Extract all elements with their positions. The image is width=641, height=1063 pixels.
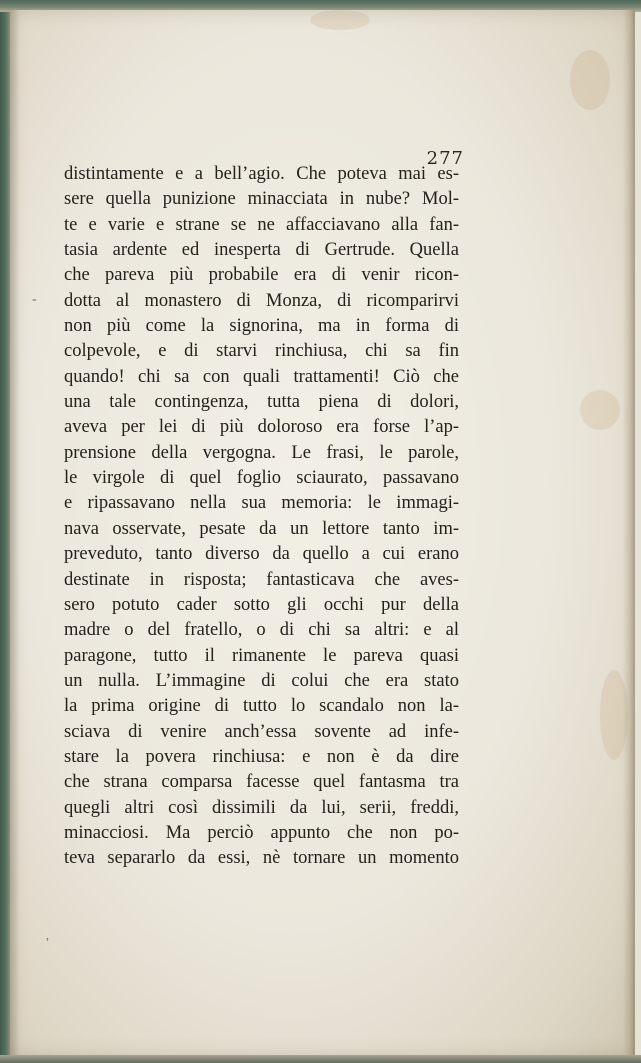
text-line: teva separarlo da essi, nè tornare un momento [64,848,459,869]
text-line: sere quella punizione minacciata in nube? Mol- [64,189,459,210]
page-fore-edge [623,10,635,1057]
text-line: sero potuto cader sotto gli occhi pur della [64,594,459,615]
text-line: e ripassavano nella sua memoria: le immagi- [64,493,459,514]
text-line: paragone, tutto il rimanente le pareva quasi [64,645,459,666]
text-line: distintamente e a bell’agio. Che poteva mai es- [64,164,459,184]
foxing-stain [570,50,610,110]
text-line: tasia ardente ed inesperta di Gertrude. Quella [64,240,459,261]
text-line: madre o del fratello, o di chi sa altri: e al [64,620,459,641]
ink-speck: , [46,928,49,942]
foxing-stain [580,390,620,430]
text-line: te e varie e strane se ne affacciavano alla fan- [64,214,459,235]
text-line: stare la povera rinchiusa: e non è da dire [64,746,459,767]
text-line: una tale contingenza, tutta piena di dolori, [64,392,459,413]
text-line: dotta al monastero di Monza, di ricomparirvi [64,290,459,311]
body-text [64,162,459,872]
text-line: preveduto, tanto diverso da quello a cui erano [64,544,459,565]
text-line: destinate in risposta; fantasticava che aves- [64,569,459,590]
text-line: sciava di venire anch’essa sovente ad infe- [64,721,459,742]
ink-speck: - [32,292,37,307]
text-line: che pareva più probabile era di venir ricon- [64,265,459,286]
foxing-stain [600,670,628,760]
text-line: nava osservate, pesate da un lettore tanto im- [64,518,459,539]
book-cover-bottom-edge [0,1055,641,1063]
text-line: la prima origine di tutto lo scandalo non la- [64,696,459,717]
text-line: le virgole di quel foglio sciaurato, passavano [64,468,459,489]
text-line: che strana comparsa facesse quel fantasma tra [64,772,459,793]
text-line: colpevole, e di starvi rinchiusa, chi sa fin [64,341,459,362]
page-number: 277 [426,148,464,169]
text-line: un nulla. L’immagine di colui che era stato [64,670,459,691]
text-line: quegli altri così dissimili da lui, serii, freddi, [64,797,459,818]
text-line: non più come la signorina, ma in forma di [64,316,459,337]
text-line: minacciosi. Ma perciò appunto che non po- [64,822,459,843]
text-line: prensione della vergogna. Le frasi, le parole, [64,442,459,463]
text-line: quando! chi sa con quali trattamenti! Ciò che [64,366,459,387]
foxing-stain [310,10,370,30]
text-line: aveva per lei di più doloroso era forse l’ap- [64,417,459,438]
page-gutter-shadow [10,10,20,1057]
